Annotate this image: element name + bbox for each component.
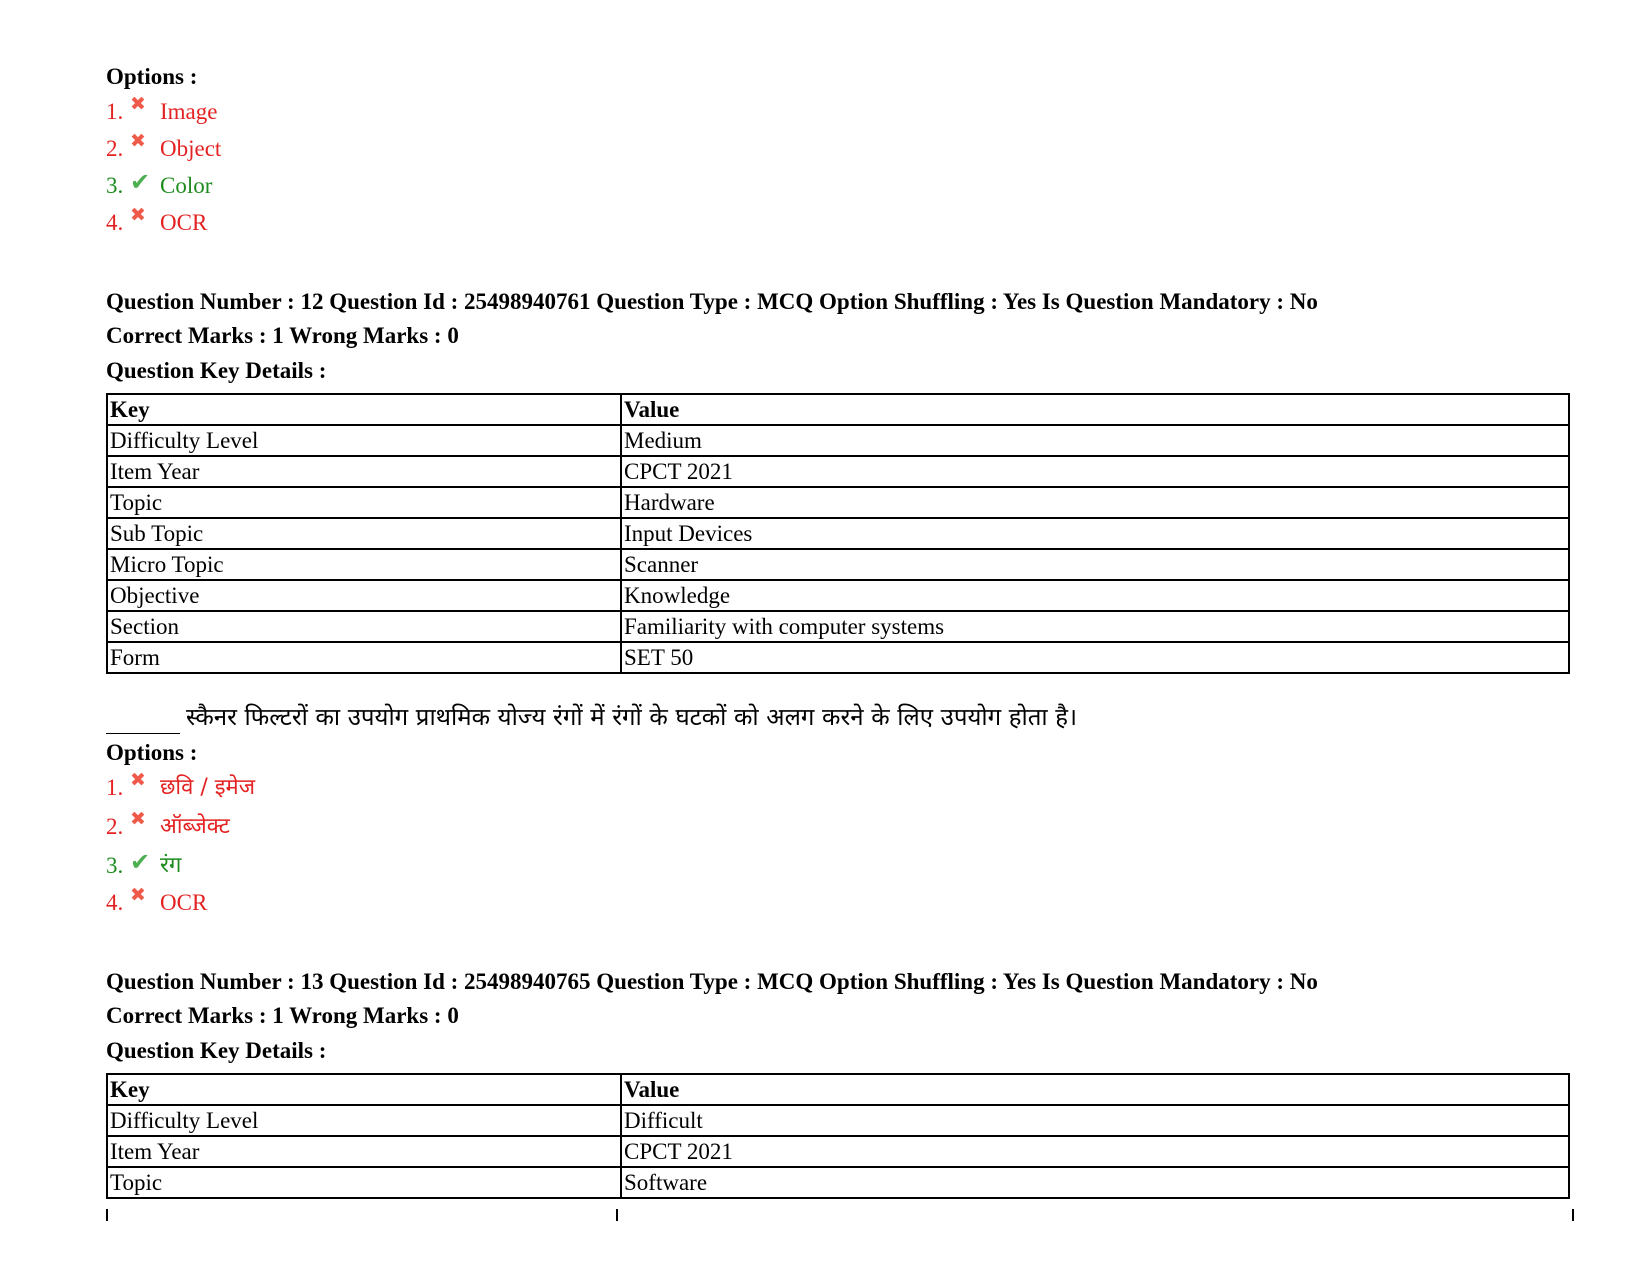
option-text: ऑब्जेक्ट <box>160 814 230 839</box>
table-cell-value: Difficult <box>621 1105 1569 1136</box>
q11-option-4 <box>106 204 208 238</box>
table-cell-key: Item Year <box>107 456 621 487</box>
table-cell-value: CPCT 2021 <box>621 1136 1569 1167</box>
table-cell-value: Scanner <box>621 549 1569 580</box>
table-row <box>107 518 1569 549</box>
table-row <box>107 1136 1569 1167</box>
q13-key-details-label: Question Key Details : <box>106 1038 327 1063</box>
q12-question-stem <box>106 700 1077 734</box>
fill-in-blank <box>106 711 180 734</box>
option-number: 4. <box>106 210 124 235</box>
table-header-value: Value <box>621 1074 1569 1105</box>
table-row <box>107 425 1569 456</box>
q13-key-table <box>106 1073 1570 1199</box>
table-row <box>107 611 1569 642</box>
table-row <box>107 549 1569 580</box>
option-number: 3. <box>106 173 124 198</box>
table-row <box>107 1167 1569 1198</box>
table-cell-value: Medium <box>621 425 1569 456</box>
q12-key-table <box>106 393 1570 674</box>
q11-options-label: Options : <box>106 64 198 89</box>
table-cell-value: Software <box>621 1167 1569 1198</box>
table-cell-key: Micro Topic <box>107 549 621 580</box>
option-text: OCR <box>160 210 208 235</box>
cross-icon: ✖ <box>130 808 146 830</box>
option-text: Object <box>160 136 222 161</box>
table-cell-key: Topic <box>107 1167 621 1198</box>
table-page-break-row <box>106 1209 1574 1221</box>
q13-marks: Correct Marks : 1 Wrong Marks : 0 <box>106 1003 459 1028</box>
table-row <box>107 1105 1569 1136</box>
option-text: Image <box>160 99 218 124</box>
table-header-row <box>107 394 1569 425</box>
cross-icon: ✖ <box>130 130 146 152</box>
q13-header: Question Number : 13 Question Id : 25498940765 Question Type : MCQ Option Shuffling : Yes Is Question Mandatory : No <box>106 969 1318 994</box>
check-icon: ✔ <box>130 168 151 196</box>
cross-icon: ✖ <box>130 204 146 226</box>
q12-option-3 <box>106 848 182 881</box>
option-number: 4. <box>106 890 124 915</box>
table-row <box>107 487 1569 518</box>
option-number: 1. <box>106 775 124 800</box>
table-cell-key: Section <box>107 611 621 642</box>
table-cell-value: Input Devices <box>621 518 1569 549</box>
q12-option-2 <box>106 808 230 842</box>
table-cell-key: Difficulty Level <box>107 425 621 456</box>
q11-option-2 <box>106 130 222 164</box>
table-cell-value: CPCT 2021 <box>621 456 1569 487</box>
q12-options-label: Options : <box>106 740 198 765</box>
option-text: OCR <box>160 890 208 915</box>
cross-icon: ✖ <box>130 884 146 906</box>
table-header-row <box>107 1074 1569 1105</box>
table-cell-value: SET 50 <box>621 642 1569 673</box>
option-number: 2. <box>106 814 124 839</box>
q12-marks: Correct Marks : 1 Wrong Marks : 0 <box>106 323 459 348</box>
table-header-value: Value <box>621 394 1569 425</box>
option-number: 2. <box>106 136 124 161</box>
table-cell-key: Item Year <box>107 1136 621 1167</box>
table-header-key: Key <box>107 394 621 425</box>
table-cell-key: Objective <box>107 580 621 611</box>
option-text: Color <box>160 173 213 198</box>
table-cell-key: Form <box>107 642 621 673</box>
check-icon: ✔ <box>130 848 151 876</box>
q12-option-1 <box>106 769 256 803</box>
q11-option-1 <box>106 93 218 127</box>
table-cell-key: Difficulty Level <box>107 1105 621 1136</box>
q12-header: Question Number : 12 Question Id : 25498940761 Question Type : MCQ Option Shuffling : Yes Is Question Mandatory : No <box>106 289 1318 314</box>
q11-option-3 <box>106 168 213 201</box>
table-cell-value: Hardware <box>621 487 1569 518</box>
question-text: स्कैनर फिल्टरों का उपयोग प्राथमिक योज्य रंगों में रंगों के घटकों को अलग करने के लिए उपयोग होता है। <box>186 703 1078 731</box>
table-header-key: Key <box>107 1074 621 1105</box>
option-text: रंग <box>160 853 182 878</box>
table-cell-key: Topic <box>107 487 621 518</box>
option-number: 1. <box>106 99 124 124</box>
table-row <box>107 456 1569 487</box>
cross-icon: ✖ <box>130 93 146 115</box>
table-cell-key: Sub Topic <box>107 518 621 549</box>
q12-key-details-label: Question Key Details : <box>106 358 327 383</box>
table-cell-value: Familiarity with computer systems <box>621 611 1569 642</box>
cross-icon: ✖ <box>130 769 146 791</box>
table-row <box>107 580 1569 611</box>
option-number: 3. <box>106 853 124 878</box>
table-cell-value: Knowledge <box>621 580 1569 611</box>
table-row <box>107 642 1569 673</box>
option-text: छवि / इमेज <box>160 775 256 800</box>
q12-option-4 <box>106 884 208 918</box>
table-divider <box>616 1209 618 1221</box>
